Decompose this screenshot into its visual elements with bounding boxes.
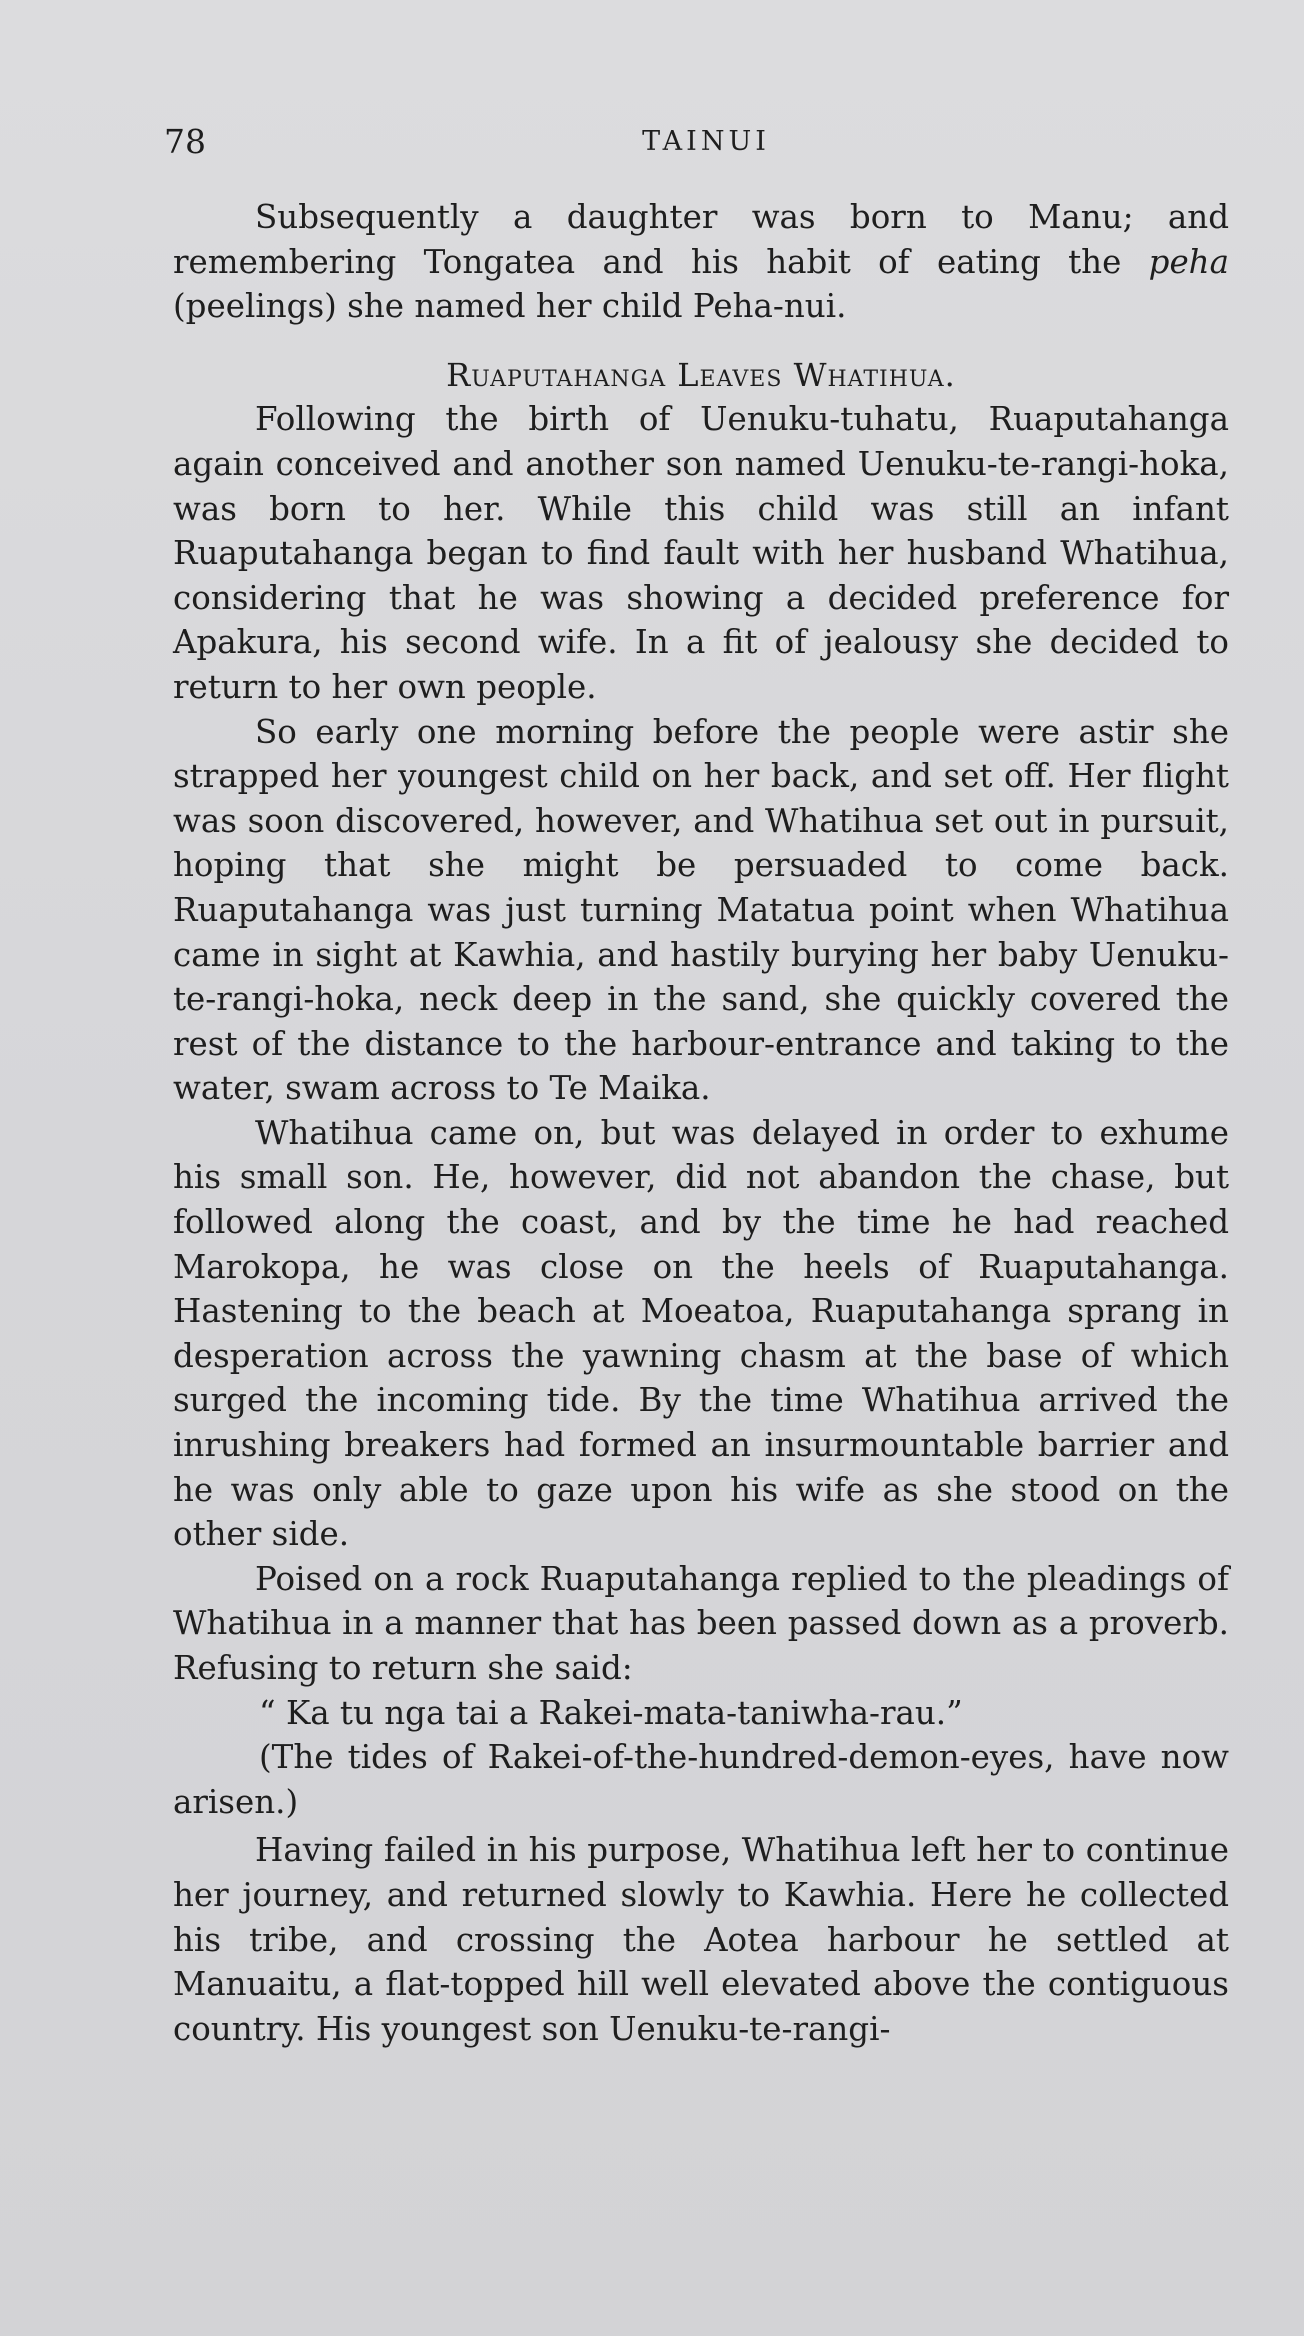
running-title: TAINUI bbox=[642, 126, 770, 157]
paragraph: Poised on a rock Ruaputahanga replied to the pleadings of Whatihua in a manner that has been passed down as a proverb. Refusing to return she said: bbox=[173, 1559, 1229, 1687]
paragraph: Having failed in his purpose, Whatihua left her to continue her journey, and returned slowly to Kawhia. Here he collected his tribe, and crossing the Aotea harbour he settled at Manuaitu, a flat-topped hill well elevated above the contiguous country. His youngest son Uenuku-te-rangi- bbox=[173, 1831, 1229, 2048]
proverb-quote: “ Ka tu nga tai a Rakei-mata-taniwha-rau.” bbox=[259, 1693, 963, 1732]
paragraph: Following the birth of Uenuku-tuhatu, Ruaputahanga again conceived and another son named Uenuku-te-rangi-hoka, was born to her. While this child was still an infant Ruaputahanga began to find fault with her husband Whatihua, considering that he was showing a decided preference for Apakura, his second wife. In a fit of jealousy she decided to return to her own people. bbox=[173, 400, 1229, 706]
italic-term: peha bbox=[1148, 242, 1229, 281]
paragraph bbox=[173, 195, 1229, 329]
page-body bbox=[173, 195, 1229, 2051]
page-number: 78 bbox=[164, 122, 206, 161]
paragraph: Whatihua came on, but was delayed in order to exhume his small son. He, however, did not abandon the chase, but followed along the coast, and by the time he had reached Marokopa, he was close on the heels of Ruaputahanga. Hastening to the beach at Moeatoa, Ruaputahanga sprang in desperation across the yawning chasm at the base of which surged the incoming tide. By the time Whatihua arrived the inrushing breakers had formed an insurmountable barrier and he was only able to gaze upon his wife as she stood on the other side. bbox=[173, 1113, 1229, 1554]
page-header bbox=[164, 118, 1228, 166]
paragraph: So early one morning before the people were astir she strapped her youngest child on her back, and set off. Her flight was soon discovered, however, and Whatihua set out in pursuit, hoping that she might be persuaded to come back. Ruaputahanga was just turning Matatua point when Whatihua came in sight at Kawhia, and hastily burying her baby Uenuku-te-rangi-hoka, neck deep in the sand, she quickly covered the rest of the distance to the harbour-entrance and taking to the water, swam across to Te Maika. bbox=[173, 712, 1229, 1108]
paragraph-text: Subsequently a daughter was born to Manu; and remembering Tongatea and his habit of eating the bbox=[173, 198, 1229, 281]
proverb-translation: (The tides of Rakei-of-the-hundred-demon-eyes, have now arisen.) bbox=[173, 1738, 1229, 1821]
section-heading: Ruaputahanga Leaves Whatihua. bbox=[446, 355, 956, 394]
paragraph-text: (peelings) she named her child Peha-nui. bbox=[173, 287, 847, 326]
